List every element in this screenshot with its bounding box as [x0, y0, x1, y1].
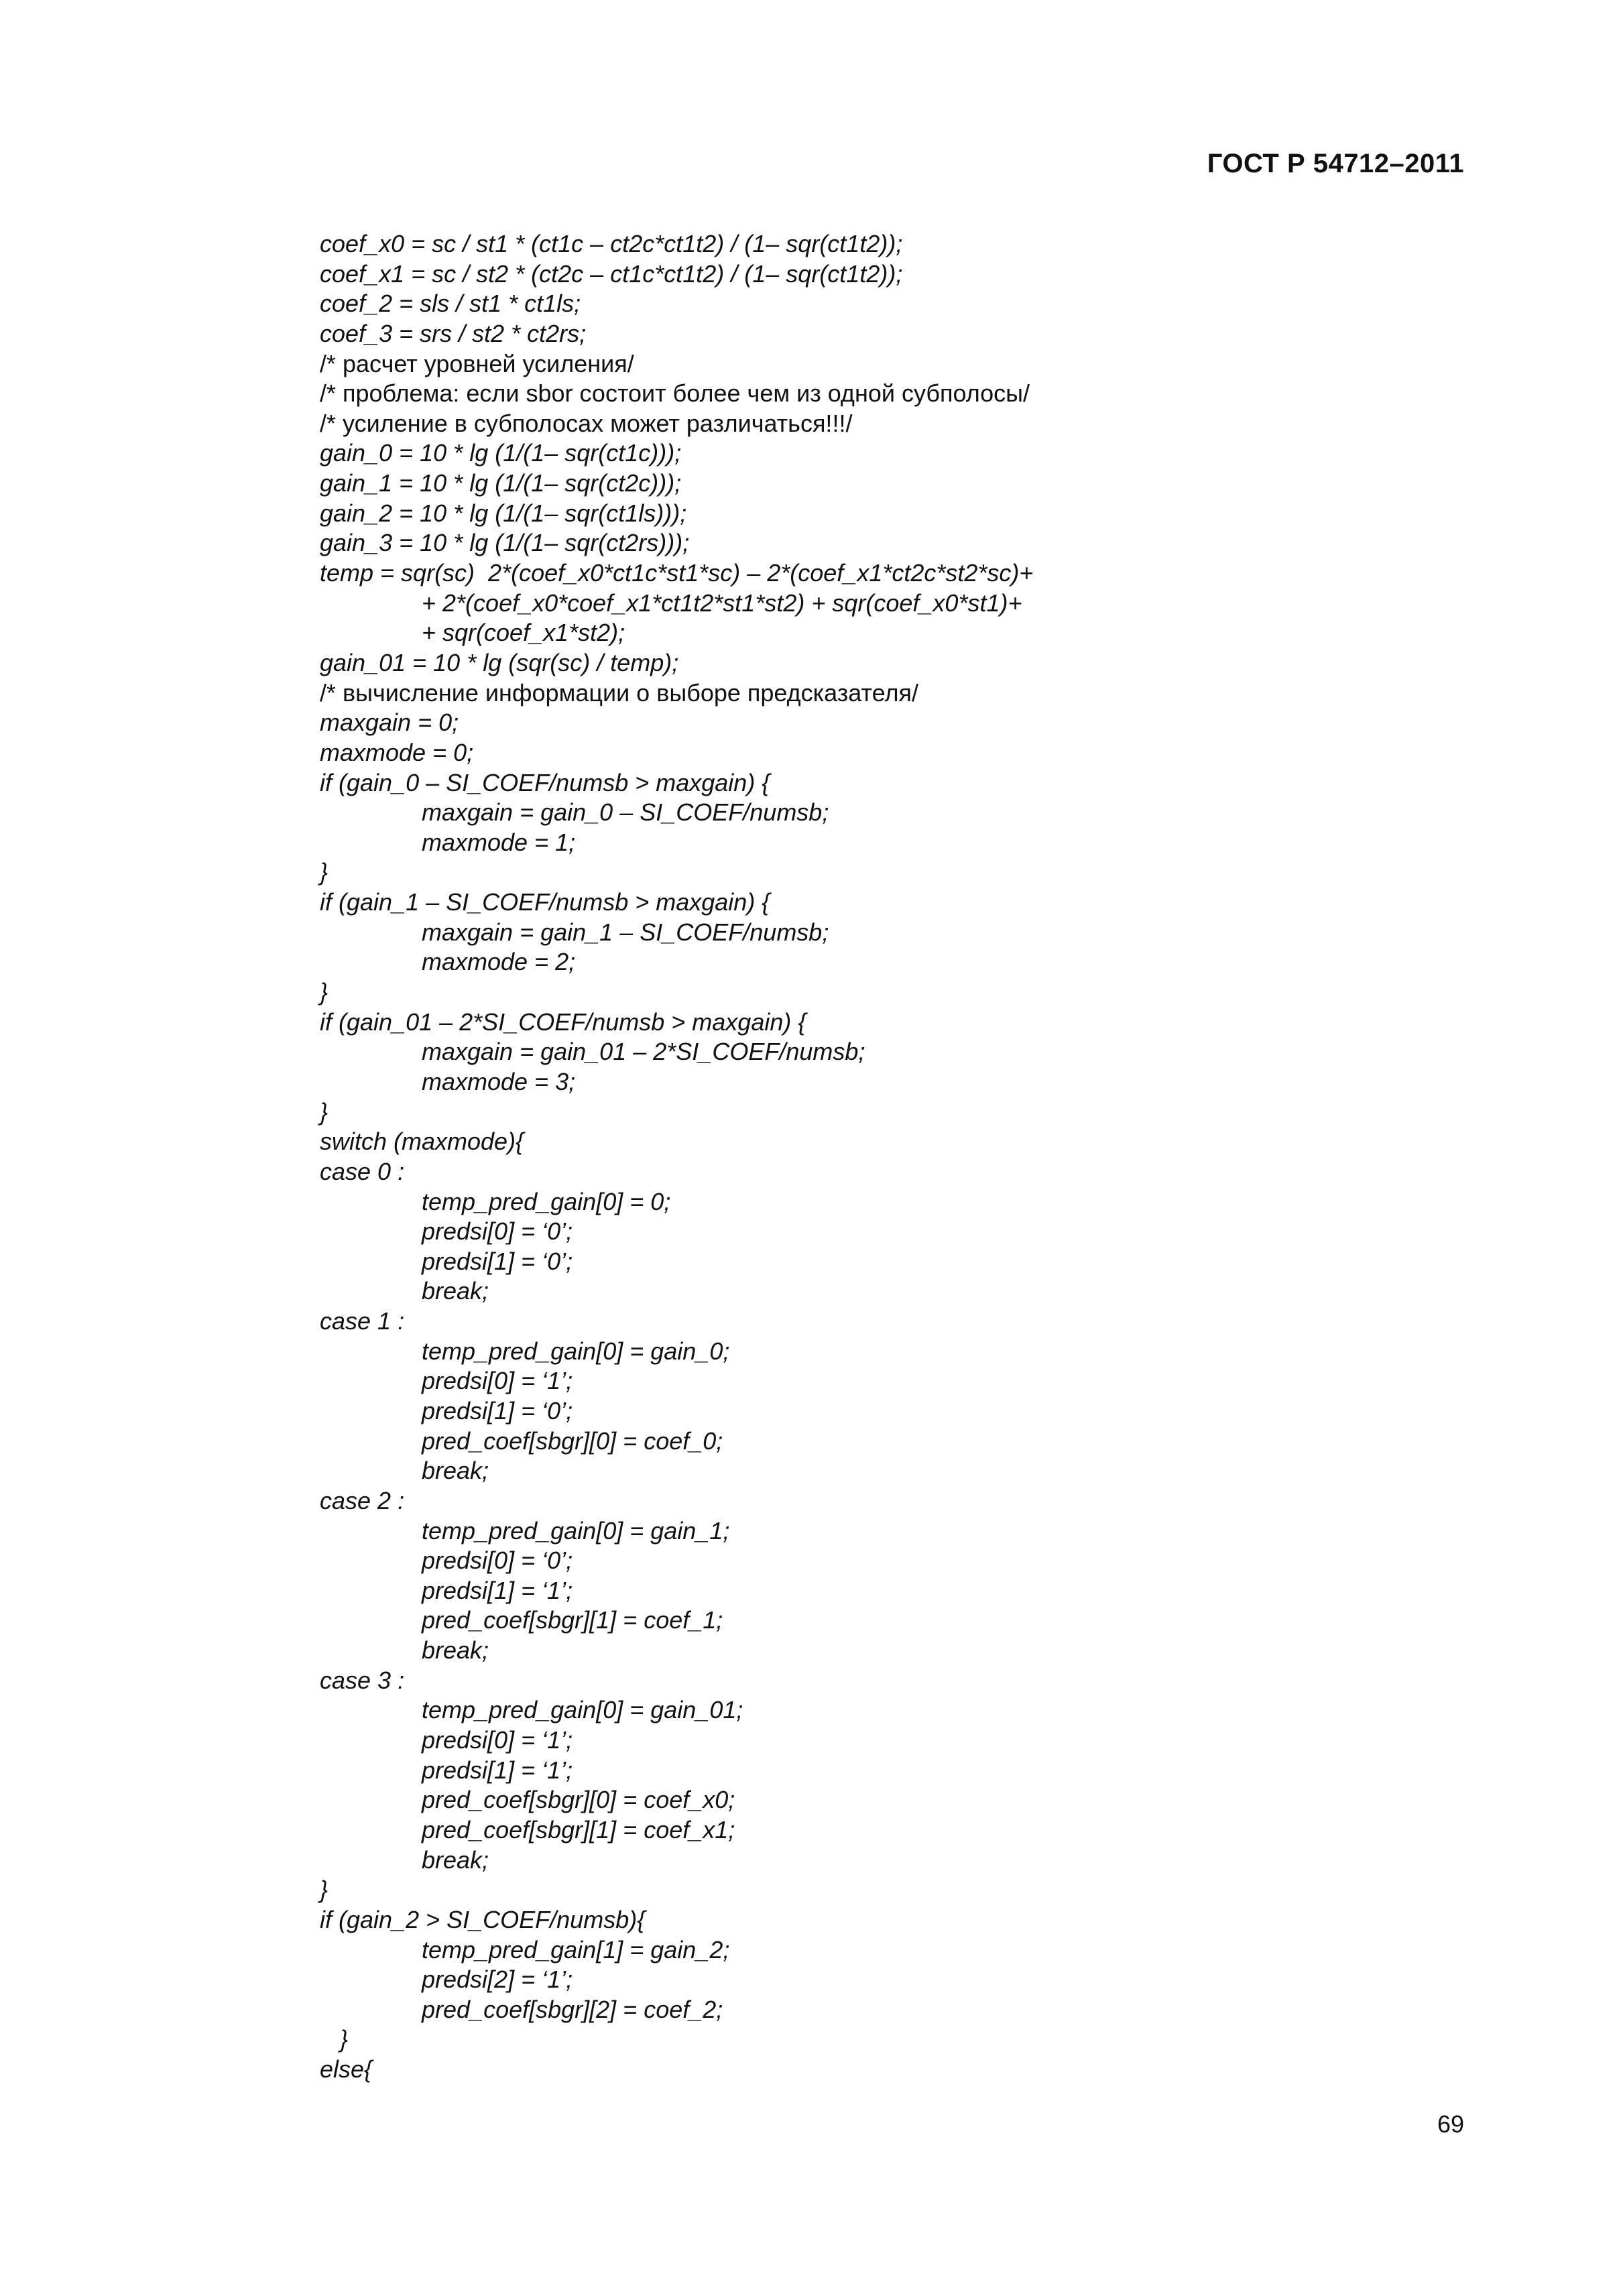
- code-line: if (gain_2 > SI_COEF/numsb){: [320, 1905, 646, 1933]
- code-line: maxmode = 1;: [422, 828, 576, 856]
- code-line: coef_2 = sls / st1 * ct1ls;: [320, 290, 581, 318]
- code-line: predsi[0] = ‘1’;: [422, 1726, 573, 1754]
- code-comment-line: /* вычисление информации о выборе предсказателя/: [320, 678, 918, 707]
- code-line: maxgain = 0;: [320, 709, 459, 737]
- code-line: gain_1 = 10 * lg (1/(1– sqr(ct2c)));: [320, 469, 682, 497]
- code-line: maxgain = gain_0 – SI_COEF/numsb;: [422, 798, 829, 827]
- code-line: temp_pred_gain[0] = gain_1;: [422, 1516, 730, 1545]
- code-line: maxgain = gain_01 – 2*SI_COEF/numsb;: [422, 1038, 865, 1066]
- code-line: break;: [422, 1636, 489, 1665]
- code-comment-line: /* расчет уровней усиления/: [320, 349, 634, 377]
- code-line: temp_pred_gain[0] = 0;: [422, 1187, 671, 1215]
- code-line: case 2 :: [320, 1486, 405, 1514]
- code-comment-line: /* проблема: если sbor состоит более чем из одной субполосы/: [320, 379, 1030, 408]
- code-line: break;: [422, 1846, 489, 1874]
- code-line: switch (maxmode){: [320, 1128, 524, 1156]
- code-line: }: [340, 2025, 349, 2053]
- code-line: + sqr(coef_x1*st2);: [422, 619, 625, 647]
- code-line: temp_pred_gain[0] = gain_01;: [422, 1696, 743, 1724]
- code-line: predsi[1] = ‘1’;: [422, 1576, 573, 1604]
- code-line: gain_3 = 10 * lg (1/(1– sqr(ct2rs)));: [320, 529, 690, 557]
- code-line: break;: [422, 1457, 489, 1485]
- code-line: predsi[2] = ‘1’;: [422, 1966, 573, 1994]
- code-line: predsi[1] = ‘0’;: [422, 1247, 573, 1275]
- code-line: maxmode = 2;: [422, 948, 576, 976]
- code-line: pred_coef[sbgr][0] = coef_x0;: [422, 1786, 735, 1814]
- page-number: 69: [1437, 2110, 1464, 2138]
- code-line: gain_0 = 10 * lg (1/(1– sqr(ct1c)));: [320, 439, 682, 467]
- code-line: else{: [320, 2055, 373, 2083]
- code-line: pred_coef[sbgr][2] = coef_2;: [422, 1995, 723, 2023]
- code-line: maxmode = 0;: [320, 738, 474, 766]
- code-line: temp_pred_gain[0] = gain_0;: [422, 1337, 730, 1365]
- code-line: coef_x1 = sc / st2 * (ct2c – ct1c*ct1t2) / (1– sqr(ct1t2));: [320, 259, 903, 288]
- code-line: if (gain_1 – SI_COEF/numsb > maxgain) {: [320, 888, 770, 916]
- code-line: break;: [422, 1277, 489, 1305]
- code-line: case 0 :: [320, 1157, 405, 1185]
- code-line: coef_x0 = sc / st1 * (ct1c – ct2c*ct1t2) / (1– sqr(ct1t2));: [320, 230, 903, 257]
- code-line: }: [320, 1876, 328, 1904]
- code-line: pred_coef[sbgr][1] = coef_1;: [422, 1606, 723, 1634]
- code-line: }: [320, 1097, 328, 1126]
- code-listing: [320, 229, 1500, 2085]
- code-line: gain_01 = 10 * lg (sqr(sc) / temp);: [320, 648, 679, 676]
- code-line: predsi[1] = ‘0’;: [422, 1396, 573, 1425]
- code-line: case 1 :: [320, 1307, 405, 1335]
- code-line: predsi[0] = ‘0’;: [422, 1217, 573, 1246]
- code-line: temp_pred_gain[1] = gain_2;: [422, 1935, 730, 1963]
- code-line: predsi[0] = ‘0’;: [422, 1547, 573, 1575]
- code-line: + 2*(coef_x0*coef_x1*ct1t2*st1*st2) + sqr(coef_x0*st1)+: [422, 589, 1022, 617]
- code-line: predsi[1] = ‘1’;: [422, 1756, 573, 1784]
- code-comment-line: /* усиление в субполосах может различаться!!!/: [320, 409, 853, 437]
- code-line: pred_coef[sbgr][0] = coef_0;: [422, 1427, 723, 1455]
- code-line: pred_coef[sbgr][1] = coef_x1;: [422, 1815, 735, 1844]
- code-line: predsi[0] = ‘1’;: [422, 1367, 573, 1395]
- code-line: }: [320, 858, 328, 886]
- code-line: if (gain_0 – SI_COEF/numsb > maxgain) {: [320, 768, 770, 796]
- code-line: gain_2 = 10 * lg (1/(1– sqr(ct1ls)));: [320, 499, 687, 527]
- code-line: maxmode = 3;: [422, 1067, 576, 1095]
- code-line: }: [320, 978, 328, 1006]
- code-line: case 3 :: [320, 1666, 405, 1694]
- code-line: coef_3 = srs / st2 * ct2rs;: [320, 319, 587, 347]
- code-line: temp = sqr(sc) 2*(coef_x0*ct1c*st1*sc) – 2*(coef_x1*ct2c*st2*sc)+: [320, 559, 1034, 587]
- code-line: maxgain = gain_1 – SI_COEF/numsb;: [422, 918, 829, 946]
- document-header: ГОСТ Р 54712–2011: [1207, 149, 1464, 178]
- code-line: if (gain_01 – 2*SI_COEF/numsb > maxgain) {: [320, 1008, 806, 1036]
